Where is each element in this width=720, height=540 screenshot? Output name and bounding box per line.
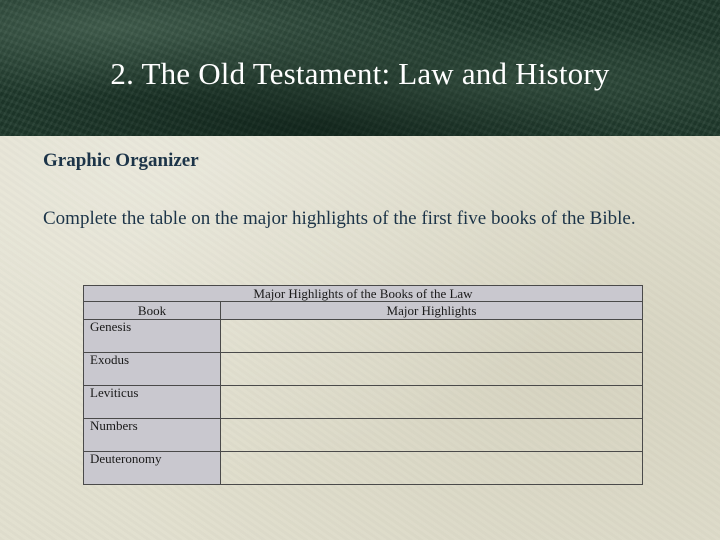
book-cell: Numbers	[84, 419, 221, 452]
table-caption-row	[84, 286, 643, 302]
book-cell: Genesis	[84, 320, 221, 353]
table-row	[84, 419, 643, 452]
highlights-table	[83, 285, 643, 485]
book-cell: Deuteronomy	[84, 452, 221, 485]
table-caption: Major Highlights of the Books of the Law	[84, 286, 643, 302]
slide-title: 2. The Old Testament: Law and History	[110, 56, 610, 91]
highlights-cell[interactable]	[221, 353, 643, 386]
subheading: Graphic Organizer	[43, 150, 199, 171]
book-cell: Leviticus	[84, 386, 221, 419]
table-row	[84, 353, 643, 386]
table-row	[84, 320, 643, 353]
instructions-text: Complete the table on the major highlights of the first five books of the Bible.	[43, 208, 636, 229]
book-cell: Exodus	[84, 353, 221, 386]
highlights-cell[interactable]	[221, 320, 643, 353]
highlights-cell[interactable]	[221, 419, 643, 452]
highlights-cell[interactable]	[221, 386, 643, 419]
title-banner	[0, 0, 720, 136]
column-header-book: Book	[84, 302, 221, 320]
table-row	[84, 386, 643, 419]
highlights-cell[interactable]	[221, 452, 643, 485]
column-header-highlights: Major Highlights	[221, 302, 643, 320]
table-header-row	[84, 302, 643, 320]
table-row	[84, 452, 643, 485]
